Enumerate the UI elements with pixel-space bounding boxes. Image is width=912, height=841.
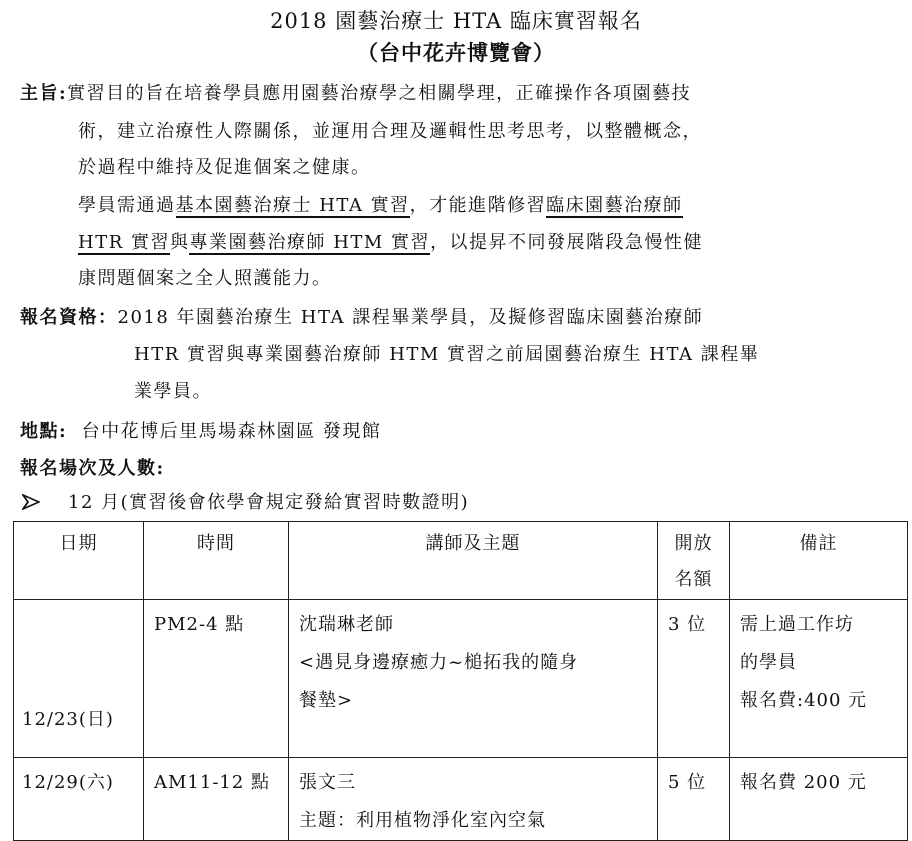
arrow-bullet-icon — [22, 490, 68, 516]
row2-date-cell — [14, 758, 144, 841]
location-colon: : — [59, 421, 68, 442]
row2-time: AM11-12 點 — [154, 772, 271, 793]
document-title: 2018 園藝治療士 HTA 臨床實習報名 — [270, 9, 642, 33]
schedule-table — [13, 521, 908, 841]
purpose-line-3: 於過程中維持及促進個案之健康。 — [78, 157, 371, 178]
qualification-text-1: 2018 年園藝治療生 HTA 課程畢業學員，及擬修習臨床園藝治療師 — [117, 307, 704, 328]
header-time: 時間 — [144, 522, 289, 600]
table-row — [14, 758, 908, 841]
month-bullet-line — [22, 490, 469, 516]
location-line — [20, 419, 381, 445]
para2-text-a: 學員需通過 — [78, 195, 176, 216]
row1-note-cell — [730, 600, 908, 758]
qualification-label: 報名資格 — [20, 307, 98, 328]
purpose-label: 主旨 — [20, 83, 59, 104]
table-row — [14, 600, 908, 758]
purpose-text-1: 實習目的旨在培養學員應用園藝治療學之相關學理，正確操作各項園藝技 — [67, 83, 692, 104]
row2-time-cell — [144, 758, 289, 841]
document-subtitle: （台中花卉博覽會） — [357, 40, 555, 65]
row1-note-line-3: 報名費:400 元 — [740, 690, 868, 711]
header-speaker: 講師及主題 — [289, 522, 658, 600]
row1-quota: 3 位 — [668, 614, 707, 635]
purpose-line-2: 術，建立治療性人際關係，並運用合理及邏輯性思考思考，以整體概念， — [78, 121, 702, 142]
row1-speaker: 沈瑞琳老師 — [299, 614, 394, 635]
underlined-htr: HTR 實習 — [78, 232, 170, 253]
purpose-para2-line-3: 康問題個案之全人照護能力。 — [78, 268, 332, 289]
underlined-hta: 基本園藝治療士 HTA 實習 — [175, 195, 410, 216]
para2-text-b: ，才能進階修習 — [409, 195, 547, 216]
row1-topic-line-1: <遇見身邊療癒力~槌拓我的隨身 — [299, 652, 579, 673]
row2-quota: 5 位 — [668, 772, 707, 793]
row1-date-cell — [14, 600, 144, 758]
row2-quota-cell — [658, 758, 730, 841]
table-header-row — [14, 522, 908, 600]
header-note: 備註 — [730, 522, 908, 600]
purpose-colon: : — [59, 83, 68, 104]
row2-speaker-cell — [289, 758, 658, 841]
qualification-colon: ： — [98, 307, 118, 328]
purpose-line-1 — [20, 81, 691, 107]
row1-topic-line-2: 餐墊> — [299, 690, 354, 711]
row1-time: PM2-4 點 — [154, 614, 245, 635]
header-quota — [658, 522, 730, 600]
row1-speaker-cell — [289, 600, 658, 758]
sessions-heading: 報名場次及人數: — [20, 458, 165, 479]
header-quota-line-2: 名額 — [674, 569, 713, 590]
qualification-line-2: HTR 實習與專業園藝治療師 HTM 實習之前屆園藝治療生 HTA 課程畢 — [134, 344, 760, 365]
location-value: 台中花博后里馬場森林園區 發現館 — [81, 421, 382, 442]
row2-note-line-1: 報名費 200 元 — [740, 772, 867, 793]
row1-note-block — [730, 600, 907, 720]
month-bullet-text: 12 月(實習後會依學會規定發給實習時數證明) — [68, 492, 470, 513]
row2-note-cell — [730, 758, 908, 841]
row2-speaker-block — [289, 758, 657, 840]
qualification-line-3: 業學員。 — [134, 381, 212, 402]
underlined-clinical: 臨床園藝治療師 — [546, 195, 683, 216]
row1-speaker-block — [289, 600, 657, 720]
row1-quota-cell — [658, 600, 730, 758]
header-quota-line-1: 開放 — [674, 533, 713, 554]
purpose-para2-line-1 — [78, 193, 683, 219]
row1-note-line-2: 的學員 — [740, 652, 797, 673]
para2-text-c: 與 — [169, 232, 190, 253]
row2-speaker: 張文三 — [299, 772, 356, 793]
purpose-para2-line-2 — [78, 230, 703, 256]
row2-topic-line-1: 主題：利用植物淨化室內空氣 — [299, 810, 546, 831]
row1-note-line-1: 需上過工作坊 — [740, 614, 854, 635]
underlined-htm: 專業園藝治療師 HTM 實習 — [189, 232, 431, 253]
location-label: 地點 — [20, 421, 59, 442]
para2-text-d: ，以提昇不同發展階段急慢性健 — [430, 232, 704, 253]
header-date: 日期 — [14, 522, 144, 600]
row2-date: 12/29(六) — [22, 772, 114, 793]
row1-date: 12/23(日) — [22, 709, 114, 730]
row1-time-cell — [144, 600, 289, 758]
qualification-line-1 — [20, 305, 703, 331]
